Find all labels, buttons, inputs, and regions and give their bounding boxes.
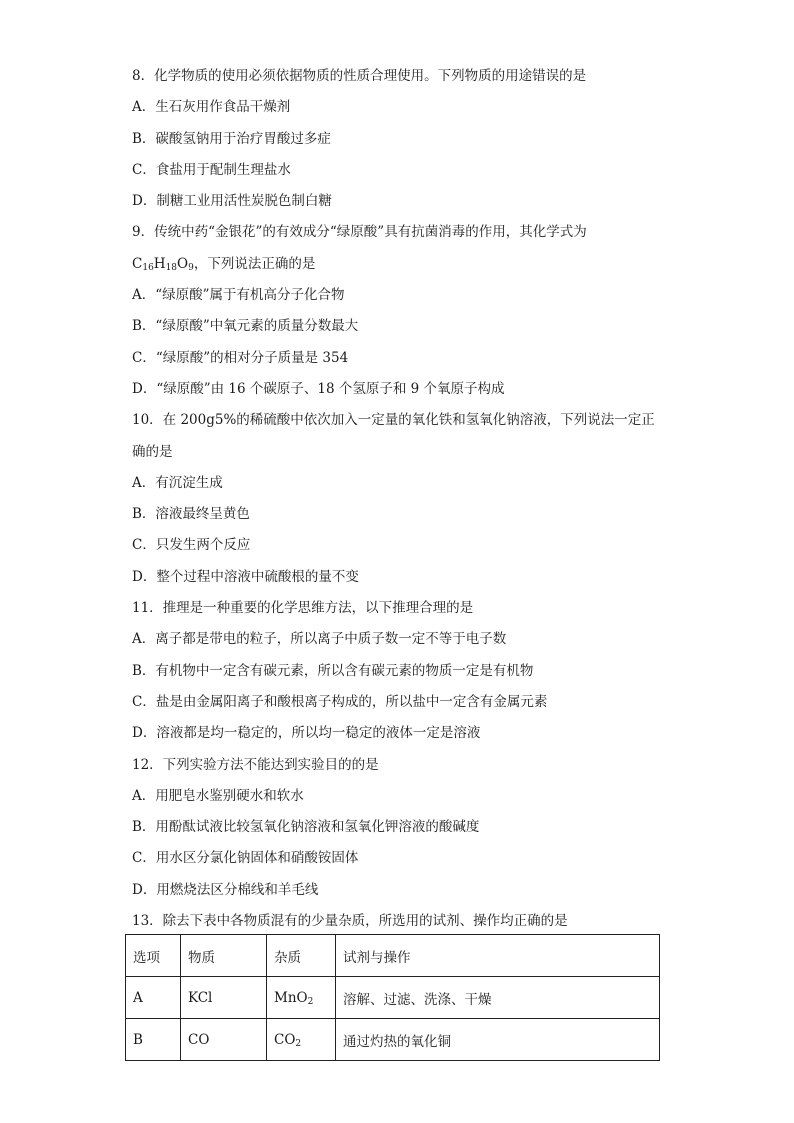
table-cell-impurity	[267, 977, 336, 1019]
formula-carbon: C	[132, 255, 143, 272]
question-11-option-c: C．盐是由金属阳离子和酸根离子构成的，所以盐中一定含有金属元素	[132, 693, 548, 710]
impurity-formula: MnO	[274, 989, 308, 1006]
question-list	[132, 62, 662, 938]
table-cell-impurity	[267, 1019, 336, 1061]
impurity-subscript: 2	[295, 1038, 302, 1049]
question-10-stem-line1: 10．在 200g5%的稀硫酸中依次加入一定量的氧化铁和氢氧化钠溶液，下列说法一定正	[132, 412, 655, 429]
table-header-impurity: 杂质	[267, 935, 336, 977]
table-cell-option: A	[126, 977, 181, 1019]
question-8-option-b: B．碳酸氢钠用于治疗胃酸过多症	[132, 130, 331, 147]
formula	[132, 256, 194, 272]
question-11-option-b: B．有机物中一定含有碳元素，所以含有碳元素的物质一定是有机物	[132, 662, 534, 679]
question-11-stem: 11．推理是一种重要的化学思维方法，以下推理合理的是	[132, 600, 474, 617]
question-10-option-d: D．整个过程中溶液中硫酸根的量不变	[132, 568, 359, 585]
question-9-stem-tail: ，下列说法正确的是	[193, 255, 316, 272]
question-10-stem-line2: 确的是	[132, 443, 173, 460]
table-header-substance: 物质	[181, 935, 267, 977]
formula-hydrogen: H	[153, 255, 166, 272]
table-cell-method: 通过灼热的氧化铜	[336, 1019, 660, 1061]
question-8-stem: 8．化学物质的使用必须依据物质的性质合理使用。下列物质的用途错误的是	[132, 68, 587, 84]
question-12-option-a: A．用肥皂水鉴别硬水和软水	[132, 787, 304, 804]
question-8-option-c: C．食盐用于配制生理盐水	[132, 161, 291, 178]
table-cell-method: 溶解、过滤、洗涤、干燥	[336, 977, 660, 1019]
question-12-option-b: B．用酚酞试液比较氢氧化钠溶液和氢氧化钾溶液的酸碱度	[132, 819, 480, 836]
table-cell-substance: KCl	[181, 977, 267, 1019]
question-9-stem-line1: 9．传统中药“金银花”的有效成分“绿原酸”具有抗菌消毒的作用，其化学式为	[132, 224, 587, 241]
question-12-option-d: D．用燃烧法区分棉线和羊毛线	[132, 881, 319, 898]
formula-hydrogen-count: 18	[165, 262, 178, 273]
question-11-option-a: A．离子都是带电的粒子，所以离子中质子数一定不等于电子数	[132, 631, 507, 648]
question-8-option-a: A．生石灰用作食品干燥剂	[132, 99, 291, 116]
question-10-option-a: A．有沉淀生成	[132, 474, 223, 491]
table-header-option: 选项	[126, 935, 181, 977]
question-10-option-c: C．只发生两个反应	[132, 537, 251, 554]
table-row	[126, 1019, 660, 1061]
table-row	[126, 977, 660, 1019]
question-9-option-a: A．“绿原酸”属于有机高分子化合物	[132, 287, 345, 304]
question-10-option-b: B．溶液最终呈黄色	[132, 506, 250, 523]
impurity-formula: CO	[274, 1031, 296, 1048]
question-13-stem: 13．除去下表中各物质混有的少量杂质，所选用的试剂、操作均正确的是	[132, 913, 568, 930]
impurity-subscript: 2	[307, 996, 314, 1007]
question-9-option-d: D．“绿原酸”由 16 个碳原子、18 个氢原子和 9 个氧原子构成	[132, 380, 505, 397]
question-9-option-b: B．“绿原酸”中氧元素的质量分数最大	[132, 318, 359, 335]
question-11-option-d: D．溶液都是均一稳定的，所以均一稳定的液体一定是溶液	[132, 725, 481, 742]
table-cell-substance: CO	[181, 1019, 267, 1061]
question-9-stem-line2	[132, 250, 662, 281]
question-12-option-c: C．用水区分氯化钠固体和硝酸铵固体	[132, 850, 359, 867]
question-12-stem: 12．下列实验方法不能达到实验目的的是	[132, 756, 379, 773]
table-cell-option: B	[126, 1019, 181, 1061]
table-header-method: 试剂与操作	[336, 935, 660, 977]
formula-carbon-count: 16	[142, 262, 154, 273]
question-9-option-c: C．“绿原酸”的相对分子质量是 354	[132, 349, 349, 366]
question-8-option-d: D．制糖工业用活性炭脱色制白糖	[132, 193, 332, 210]
formula-oxygen: O	[177, 255, 189, 272]
table-header-row	[126, 935, 660, 977]
question-13-table	[125, 934, 660, 1061]
formula-oxygen-count: 9	[188, 262, 194, 273]
